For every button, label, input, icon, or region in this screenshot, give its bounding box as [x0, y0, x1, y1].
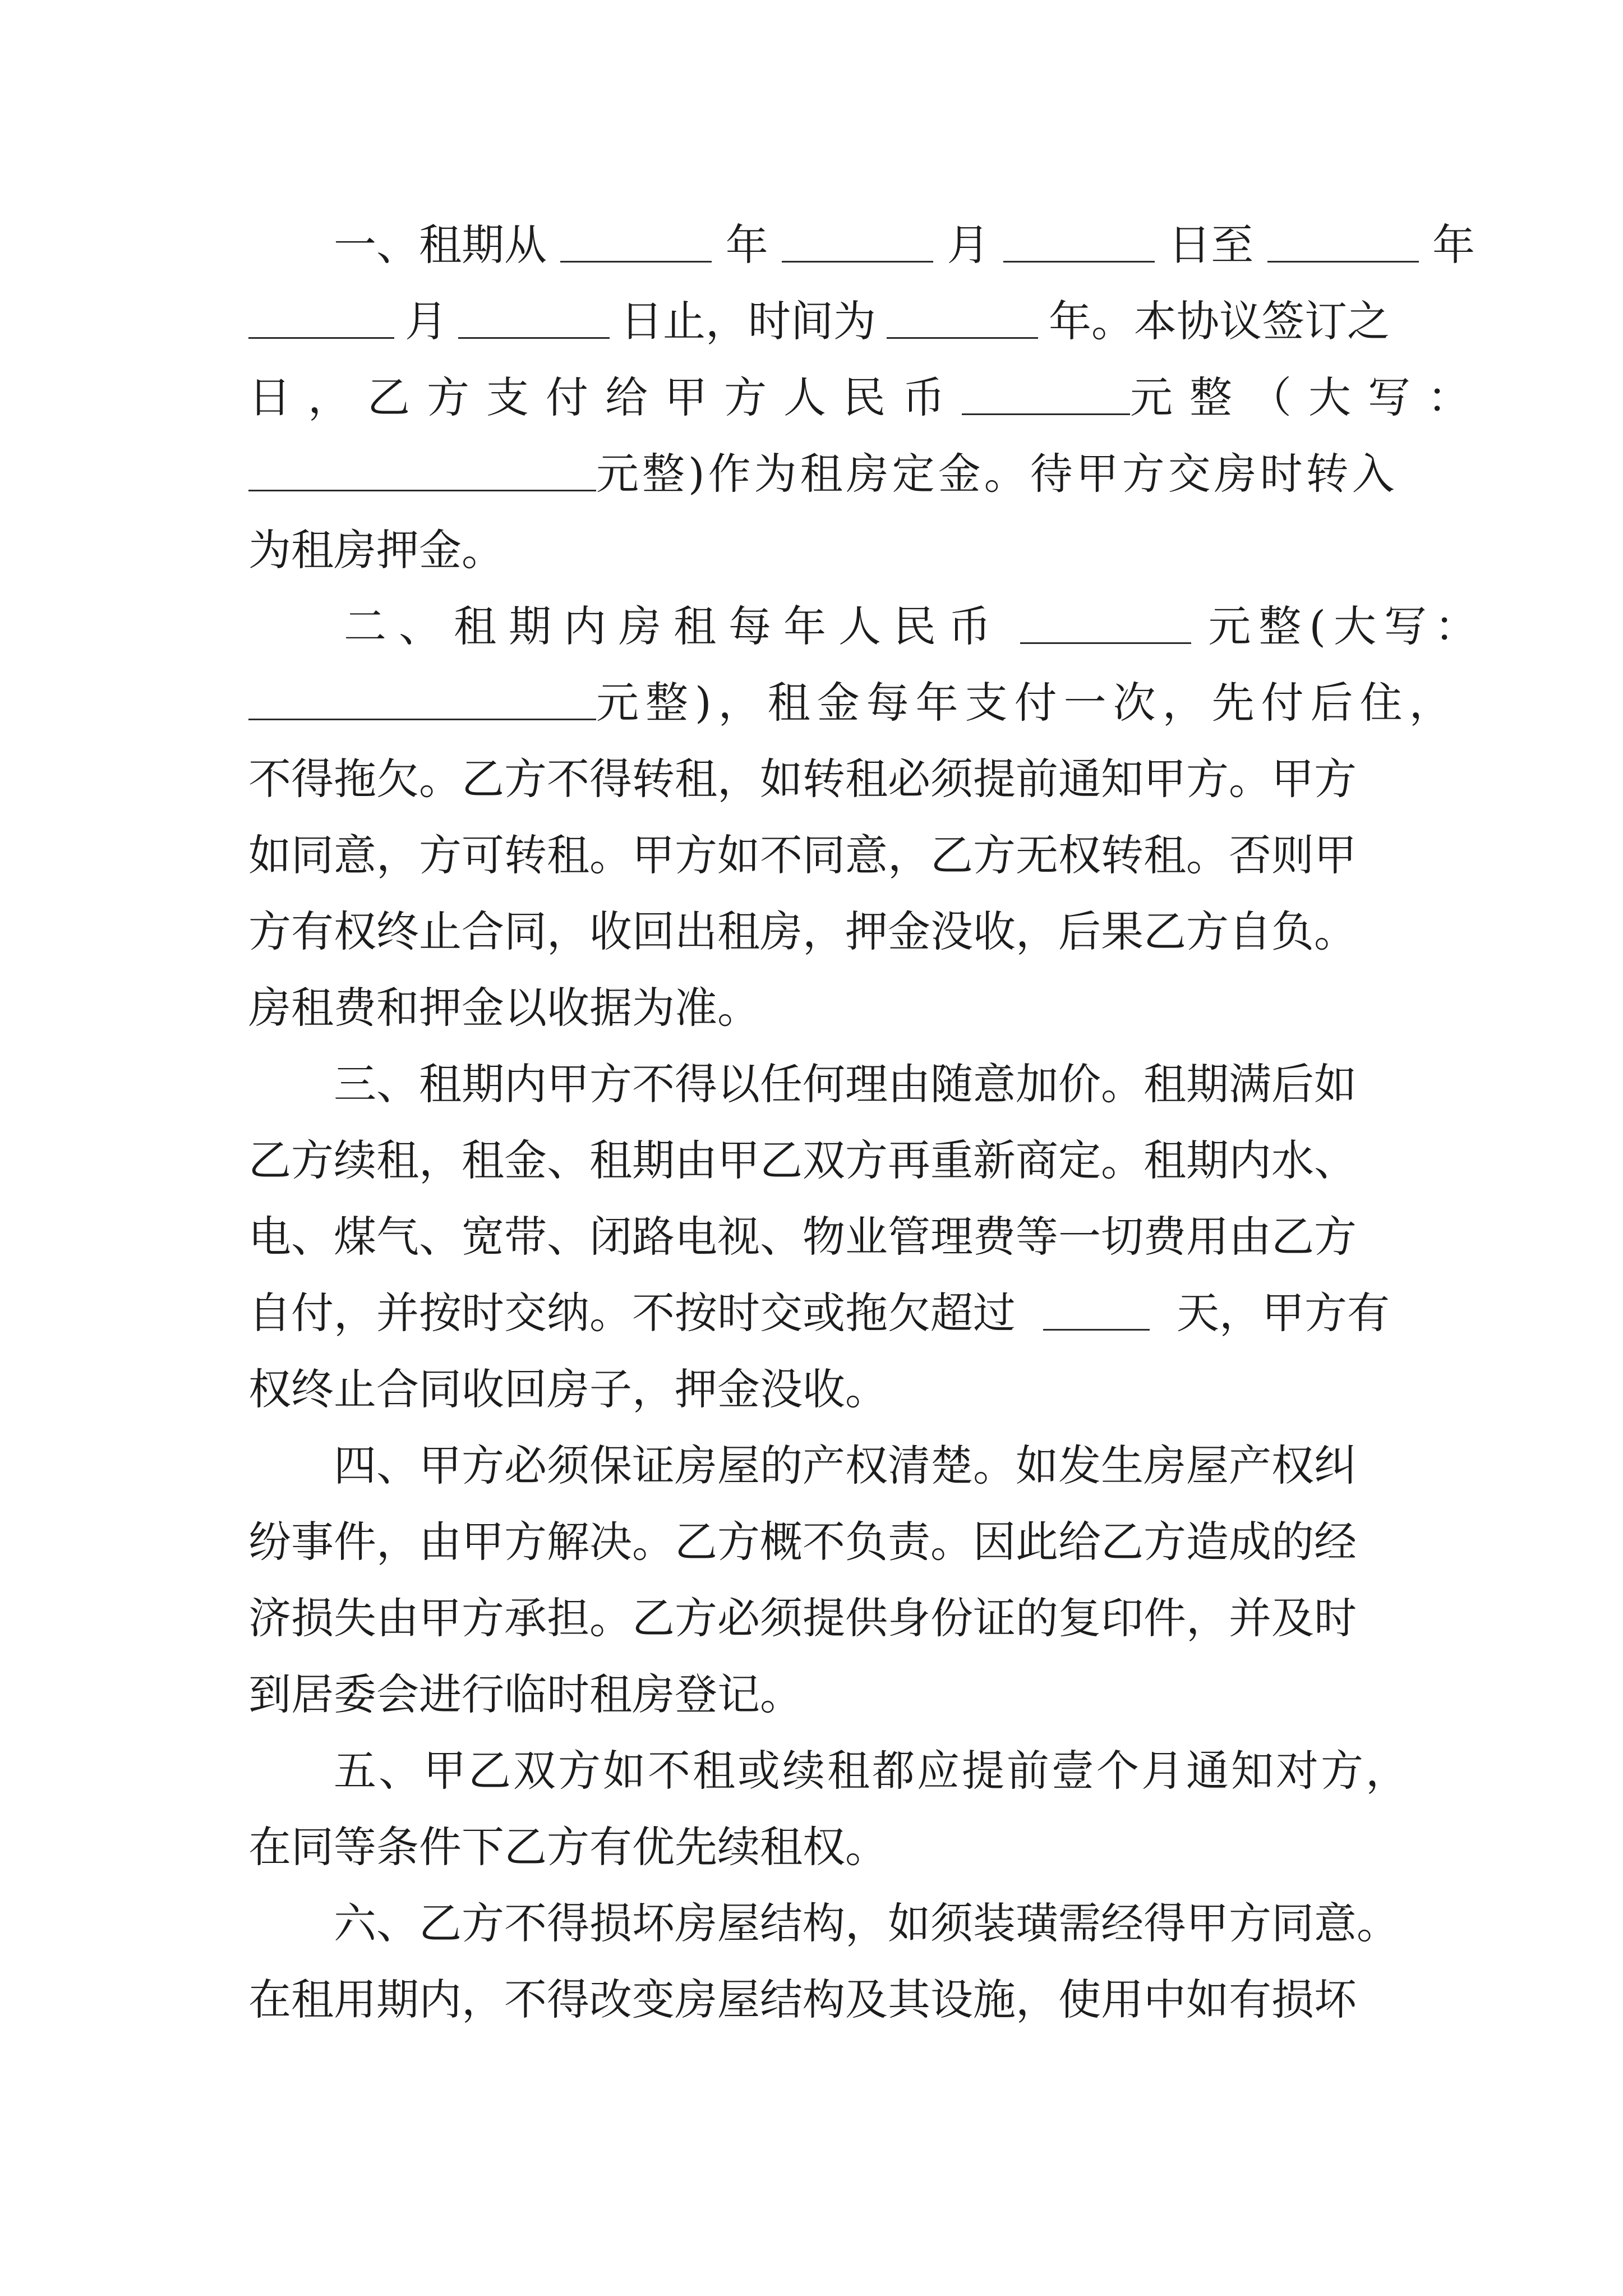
clause-2-line-4	[248, 813, 1390, 898]
text-segment: 方有权终止合同，收回出租房，押金没收，后果乙方自负。	[248, 907, 1357, 956]
clause-2-line-3	[248, 737, 1390, 821]
text-segment: 一、租期从	[334, 220, 547, 270]
text-segment: 二、租期内房租每年人民币	[344, 601, 1003, 651]
blank-field[interactable]	[248, 305, 394, 339]
text-segment: 在租用期内，不得改变房屋结构及其设施，使用中如有损坏	[248, 1975, 1357, 2024]
text-segment: 六、乙方不得损坏房屋结构，如须装璜需经得甲方同意。	[334, 1898, 1399, 1948]
text-segment: 元整（大写：	[1130, 372, 1487, 422]
text-segment: 到居委会进行临时租房登记。	[248, 1669, 803, 1719]
clause-1-line-5	[248, 508, 1390, 592]
clause-2-line-1	[248, 585, 1485, 669]
clause-3-line-1	[248, 1042, 1475, 1126]
blank-field[interactable]	[1003, 228, 1155, 263]
text-segment: 纷事件，由甲方解决。乙方概不负责。因此给乙方造成的经	[248, 1517, 1357, 1567]
text-segment: 年	[725, 220, 768, 270]
text-segment: 乙方续租，租金、租期由甲乙双方再重新商定。租期内水、	[248, 1135, 1357, 1185]
text-segment: 在同等条件下乙方有优先续租权。	[248, 1822, 888, 1872]
blank-field[interactable]	[458, 305, 610, 339]
text-segment: 天，甲方有	[1177, 1288, 1390, 1338]
clause-2-line-2	[248, 661, 1459, 745]
text-segment: 济损失由甲方承担。乙方必须提供身份证的复印件，并及时	[248, 1593, 1357, 1643]
blank-field[interactable]	[1020, 610, 1191, 644]
clause-4-line-4	[248, 1653, 1390, 1737]
text-segment: 日，	[248, 372, 367, 422]
text-segment: 元整(大写：	[1208, 601, 1485, 651]
text-segment: 乙方支付给甲方人民币	[367, 372, 962, 422]
clause-6-line-1	[248, 1881, 1475, 1966]
clause-3-line-4	[248, 1271, 1390, 1355]
text-segment: 月	[405, 296, 448, 346]
text-segment: 四、甲方必须保证房屋的产权清楚。如发生房屋产权纠	[334, 1441, 1357, 1490]
text-segment: 月	[947, 220, 990, 270]
clause-3-line-5	[248, 1347, 1390, 1432]
text-segment: 日止，时间为	[620, 296, 876, 346]
text-segment: 元整)作为租房定金。待甲方交房时转入	[596, 449, 1398, 499]
clause-6-line-2	[248, 1958, 1390, 2042]
clause-5-line-2	[248, 1805, 1390, 1889]
text-segment: 日至	[1168, 220, 1254, 270]
text-segment: 自付，并按时交纳。不按时交或拖欠超过	[248, 1288, 1016, 1338]
text-segment: 权终止合同收回房子，押金没收。	[248, 1364, 888, 1414]
blank-field[interactable]	[782, 228, 933, 263]
clause-1-line-4	[248, 432, 1398, 516]
clause-4-line-2	[248, 1500, 1390, 1584]
clause-4-line-1	[248, 1424, 1475, 1508]
text-segment: 三、租期内甲方不得以任何理由随意加价。租期满后如	[334, 1059, 1357, 1109]
blank-field[interactable]	[962, 381, 1130, 415]
text-segment: 年	[1432, 220, 1475, 270]
clause-3-line-2	[248, 1119, 1390, 1203]
blank-field[interactable]	[887, 305, 1038, 339]
text-segment: 如同意，方可转租。甲方如不同意，乙方无权转租。否则甲	[248, 830, 1357, 880]
clause-3-line-3	[248, 1195, 1390, 1279]
blank-field[interactable]	[560, 228, 712, 263]
clause-1-line-3	[248, 356, 1487, 440]
text-segment: 五、甲乙双方如不租或续租都应提前壹个月通知对方，	[334, 1746, 1410, 1796]
clause-1-line-2	[248, 279, 1390, 364]
blank-field[interactable]	[1043, 1296, 1150, 1331]
clause-4-line-3	[248, 1576, 1390, 1660]
blank-field[interactable]	[1267, 228, 1419, 263]
clause-2-line-5	[248, 890, 1390, 974]
clause-2-line-6	[248, 966, 1390, 1050]
blank-field[interactable]	[248, 457, 596, 491]
clause-5-line-1	[248, 1729, 1475, 1813]
text-segment: 为租房押金。	[248, 525, 504, 575]
text-segment: 不得拖欠。乙方不得转租，如转租必须提前通知甲方。甲方	[248, 754, 1357, 804]
text-segment: 元整)，租金每年支付一次，先付后住，	[596, 678, 1459, 728]
blank-field[interactable]	[248, 686, 596, 720]
clause-1-line-1	[248, 203, 1475, 287]
text-segment: 电、煤气、宽带、闭路电视、物业管理费等一切费用由乙方	[248, 1212, 1357, 1262]
text-segment: 房租费和押金以收据为准。	[248, 983, 760, 1033]
text-segment: 年。本协议签订之	[1049, 296, 1390, 346]
